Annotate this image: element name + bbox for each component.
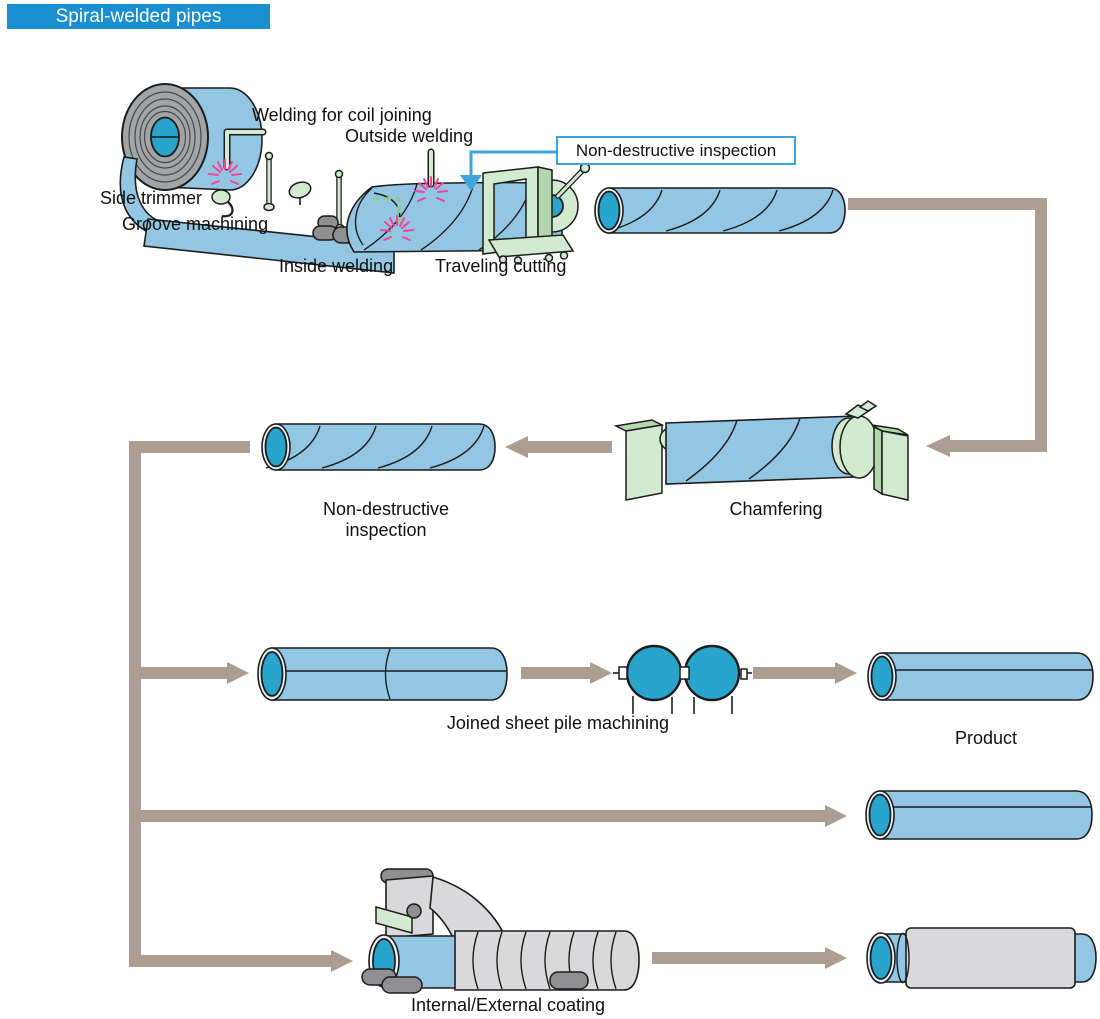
flow-arrow-branch-row4 — [141, 805, 847, 827]
label-welding-for-coil-joining: Welding for coil joining — [252, 105, 432, 125]
label-joined-sheet-pile-machining: Joined sheet pile machining — [446, 713, 670, 733]
label-inside-welding: Inside welding — [279, 256, 394, 276]
label-internal-external-coating: Internal/External coating — [410, 995, 606, 1015]
label-traveling-cutting: Traveling cutting — [435, 256, 567, 276]
pipe-product — [868, 653, 1093, 700]
flow-arrow-to-coated-pipe — [652, 947, 847, 969]
support-post — [264, 153, 274, 211]
label-outside-welding: Outside welding — [345, 126, 474, 146]
label-ndi-station — [323, 499, 449, 541]
side-trimmer-tool — [212, 190, 233, 216]
flow-arrow-branch-row3 — [141, 662, 249, 684]
flow-arrow-to-end-views — [521, 662, 612, 684]
flow-arrow-to-product — [753, 662, 857, 684]
groove-machining-tool — [287, 179, 313, 205]
label-groove-machining: Groove machining — [122, 214, 269, 234]
pipe-coated — [867, 928, 1096, 988]
pipe-plain — [866, 791, 1092, 839]
pipe-ndi-station — [262, 424, 495, 470]
label-ndi-line1: Non-destructive — [322, 499, 450, 519]
coating-machine — [362, 869, 639, 993]
pipe-end-views — [613, 646, 752, 714]
pipe-spiral-cut — [595, 188, 845, 233]
label-ndi-line2: inspection — [345, 519, 427, 540]
label-chamfering: Chamfering — [729, 499, 823, 519]
flow-arrow-to-chamfering — [848, 204, 1041, 457]
flow-arrow-to-ndi — [505, 436, 612, 458]
pipe-joined — [258, 648, 507, 700]
diagram-title: Spiral-welded pipes — [7, 4, 270, 29]
chamfering-machine — [616, 401, 908, 500]
flow-trunk-line — [135, 447, 353, 972]
ndi-callout-box: Non-destructive inspection — [556, 136, 796, 165]
label-product: Product — [954, 728, 1018, 748]
label-side-trimmer: Side trimmer — [100, 188, 203, 208]
